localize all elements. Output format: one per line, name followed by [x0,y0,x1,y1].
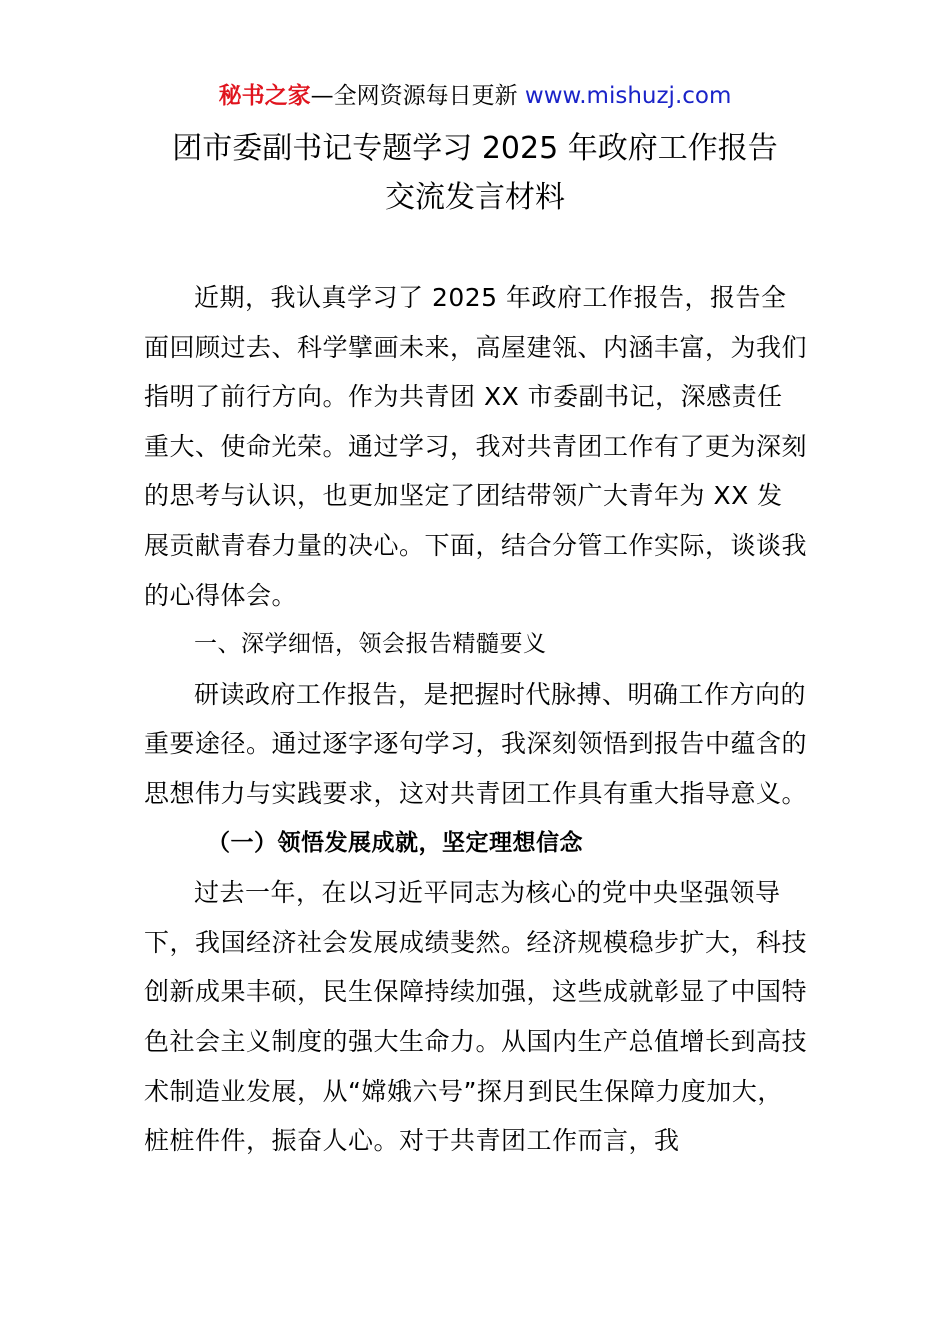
site-url-link[interactable]: www.mishuzj.com [524,83,732,109]
subsection-heading-1: （一）领悟发展成就，坚定理想信念 [207,829,583,856]
paragraph-subsection-1: 过去一年，在以习近平同志为核心的党中央坚强领导下，我国经济社会发展成绩斐然。经济规模稳步扩大，科技创新成果丰硕，民生保障持续加强，这些成就彰显了中国特色社会主义制度的强大生命力。从国内生产总值增长到高技术制造业发展，从“嫦娥六号”探月到民生保障力度加大，桩桩件件，振奋人心。对于共青团工作而言，我 [144,878,808,1156]
document-title-line-2: 交流发言材料 [385,180,565,215]
site-tagline: —全网资源每日更新 [310,83,525,109]
section-heading-1: 一、深学细悟，领会报告精髓要义 [194,631,547,658]
document-title-line-1: 团市委副书记专题学习 2025 年政府工作报告 [172,131,778,166]
paragraph-intro: 近期，我认真学习了 2025 年政府工作报告，报告全面回顾过去、科学擘画未来，高屋建瓴、内涵丰富，为我们指明了前行方向。作为共青团 XX 市委副书记，深感责任重大、使命光荣。通过学习，我对共青团工作有了更为深刻的思考与认识，也更加坚定了团结带领广大青年为 XX 发展贡献青春力量的决心。下面，结合分管工作实际，谈谈我的心得体会。 [144,283,808,610]
site-header [0,80,950,112]
site-brand: 秘书之家 [218,83,311,109]
paragraph-section-1: 研读政府工作报告，是把握时代脉搏、明确工作方向的重要途径。通过逐字逐句学习，我深刻领悟到报告中蕴含的思想伟力与实践要求，这对共青团工作具有重大指导意义。 [144,679,808,808]
document-body [144,273,808,1166]
